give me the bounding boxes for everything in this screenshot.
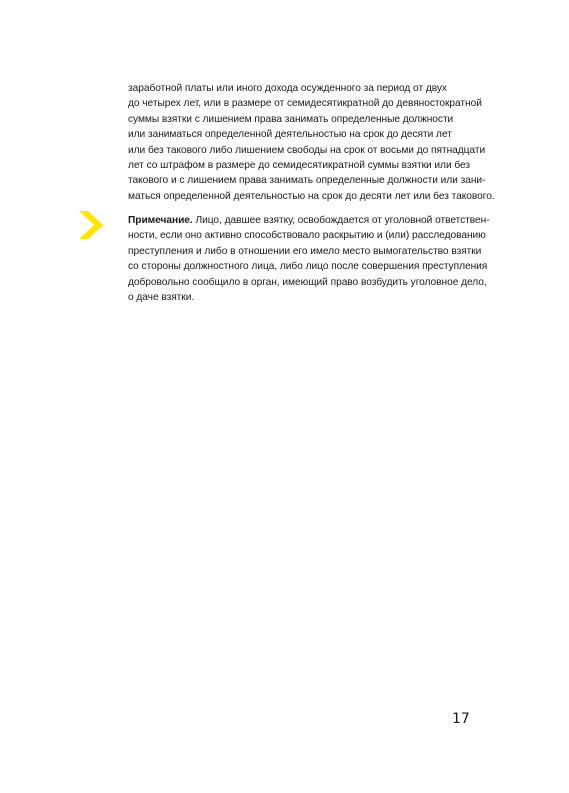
- paragraph-line: лет со штрафом в размере до семидесятикратной суммы взятки или без: [128, 160, 471, 172]
- note-line: преступления и либо в отношении его имело место вымогательство взятки: [128, 245, 482, 257]
- paragraph-line: маться определенной деятельностью на срок до десяти лет или без такового.: [128, 190, 495, 202]
- note-first-line-text: Лицо, давшее взятку, освобождается от уголовной ответствен-: [192, 215, 490, 226]
- body-paragraph: [128, 81, 495, 204]
- chevron-right-icon: [79, 211, 103, 239]
- paragraph-line: такового и с лишением права занимать определенные должности или зани-: [128, 175, 486, 187]
- paragraph-line: до четырех лет, или в размере от семидесятикратной до девяностократной: [128, 98, 482, 110]
- page-number: 17: [452, 711, 470, 727]
- paragraph-line: или заниматься определенной деятельностью на срок до десяти лет: [128, 129, 452, 141]
- note-line: со стороны должностного лица, либо лицо после совершения преступления: [128, 261, 488, 273]
- note-line: о даче взятки.: [128, 292, 195, 304]
- note-label: Примечание.: [128, 215, 193, 226]
- paragraph-line: заработной платы или иного дохода осужденного за период от двух: [128, 83, 447, 94]
- paragraph-line: или без такового либо лишением свободы на срок от восьми до пятнадцати: [128, 144, 486, 156]
- note-first-line: [128, 213, 490, 228]
- note-line: добровольно сообщило в орган, имеющий право возбудить уголовное дело,: [128, 276, 487, 288]
- note-line: ности, если оно активно способствовало раскрытию и (или) расследованию: [128, 230, 486, 242]
- paragraph-line: суммы взятки с лишением права занимать определенные должности: [128, 113, 454, 125]
- note-paragraph: [128, 213, 490, 305]
